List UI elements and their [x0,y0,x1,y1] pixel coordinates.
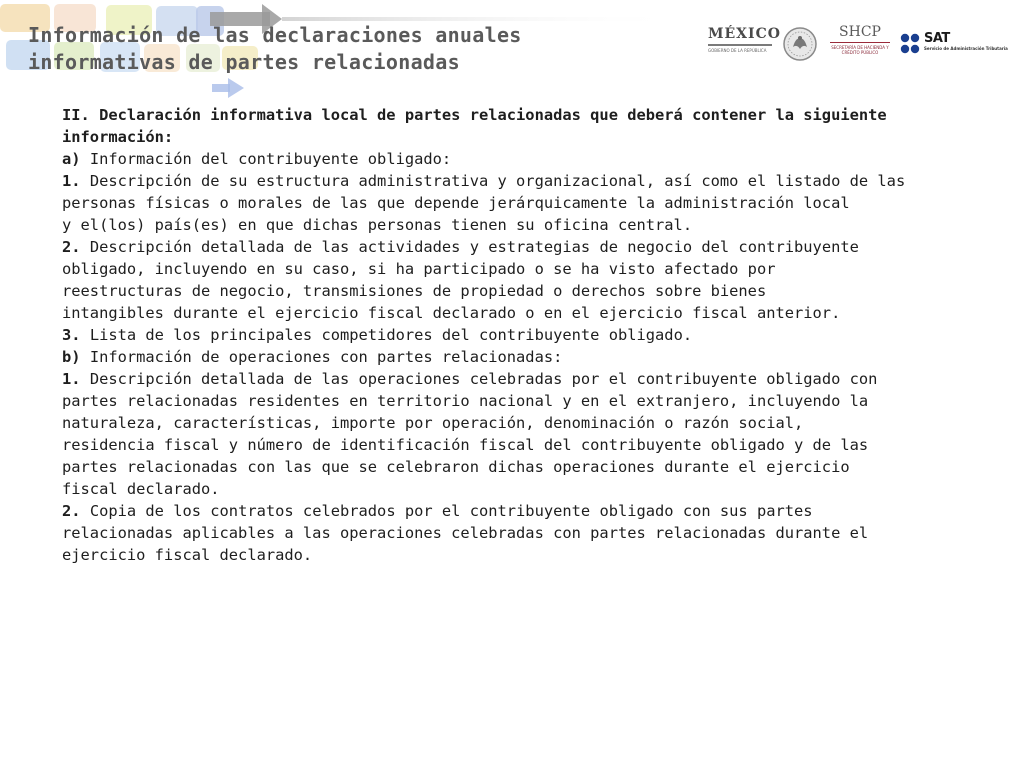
shcp-logo-word: SHCP [839,24,881,40]
mexico-logo-rule [708,44,772,46]
list-item-a2 [62,238,962,256]
sat-logo [900,32,1024,62]
mexico-logo-word: MÉXICO [708,26,781,42]
list-item-b1 [62,370,962,388]
list-marker: 2. [62,502,81,520]
list-marker: 2. [62,238,81,256]
slide-body [62,106,962,568]
subsection-b-heading [62,348,962,366]
list-item-line: naturaleza, características, importe por operación, denominación o razón social, [62,414,804,432]
list-item-line: personas físicas o morales de las que depende jerárquicamente la administración local [62,194,850,212]
list-item-line: partes relacionadas residentes en territorio nacional y en el extranjero, incluyendo la [62,392,869,410]
government-logos [700,22,1020,68]
subsection-a-text: Información del contribuyente obligado: [80,150,452,168]
list-item-text: Copia de los contratos celebrados por el contribuyente obligado con sus partes [80,502,813,520]
subsection-a-heading [62,150,962,168]
list-item-text: Descripción detallada de las operaciones celebradas por el contribuyente obligado con [80,370,878,388]
shcp-logo [830,24,890,55]
list-item-line: intangibles durante el ejercicio fiscal declarado o en el ejercicio fiscal anterior. [62,304,841,322]
list-item-b2 [62,502,962,520]
subsection-b-text: Información de operaciones con partes relacionadas: [80,348,563,366]
slide-title: Información de las declaraciones anuales informativas de partes relacionadas [28,23,522,74]
list-item-text: Descripción de su estructura administrativa y organizacional, así como el listado de las [80,172,906,190]
section-heading-line: II. Declaración informativa local de partes relacionadas que deberá contener la siguiente [62,106,887,124]
list-marker: 1. [62,370,81,388]
list-item-line: obligado, incluyendo en su caso, si ha participado o se ha visto afectado por [62,260,776,278]
eagle-seal-icon [782,26,818,62]
sat-logo-subtitle: Servicio de Administración Tributaria [924,46,1008,51]
list-item-line: partes relacionadas con las que se celebraron dichas operaciones durante el ejercicio [62,458,850,476]
list-item-line: y el(los) país(es) en que dichas personas tienen su oficina central. [62,216,693,234]
list-item-line: residencia fiscal y número de identificación fiscal del contribuyente obligado y de las [62,436,869,454]
list-item-line: reestructuras de negocio, transmisiones de propiedad o derechos sobre bienes [62,282,767,300]
shcp-logo-rule [830,42,890,43]
list-marker: 3. [62,326,81,344]
mexico-logo [708,26,781,53]
sat-logo-word: SAT [924,31,950,46]
list-item-text: Descripción detallada de las actividades y estrategias de negocio del contribuyente [80,238,859,256]
list-item-line: fiscal declarado. [62,480,220,498]
mexico-logo-subtitle: GOBIERNO DE LA REPÚBLICA [708,48,767,53]
list-item-text: Lista de los principales competidores del contribuyente obligado. [80,326,693,344]
list-item-line: ejercicio fiscal declarado. [62,546,313,564]
list-marker: a) [62,150,81,168]
slide-header [0,0,1024,100]
list-marker: b) [62,348,81,366]
list-item-line: relacionadas aplicables a las operaciones celebradas con partes relacionadas durante el [62,524,869,542]
shcp-logo-subtitle: SECRETARÍA DE HACIENDA Y CRÉDITO PÚBLICO [831,45,889,55]
sat-dots-icon [900,33,922,55]
list-item-a1 [62,172,962,190]
section-heading-line: información: [62,128,174,146]
list-marker: 1. [62,172,81,190]
list-item-a3 [62,326,962,344]
